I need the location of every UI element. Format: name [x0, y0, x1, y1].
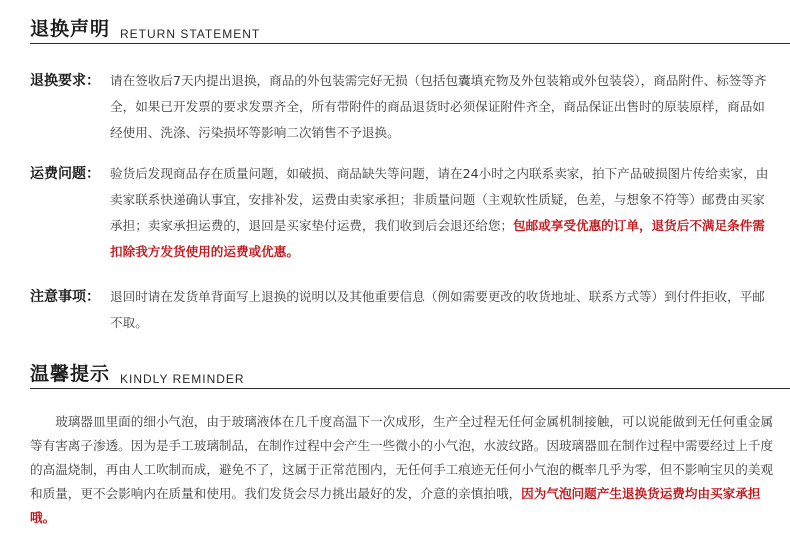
notes-text	[110, 284, 776, 336]
kindly-reminder-paragraph	[30, 410, 776, 530]
kindly-reminder-highlight: 因为气泡问题产生退换货运费均由买家承担哦。	[30, 486, 761, 525]
return-requirements-body: 请在签收后7天内提出退换，商品的外包装需完好无损（包括包囊填充物及外包装箱或外包装袋），商品附件、标签等齐全，如果已开发票的要求发票齐全，所有带附件的商品退货时必须保证附件齐全，商品保证出售时的原装原样，商品如经使用、洗涤、污染损坏等影响二次销售不予退换。	[110, 73, 767, 140]
return-statement-title: 退换声明	[30, 18, 111, 40]
return-statement-subtitle: RETURN STATEMENT	[120, 27, 261, 41]
return-statement-header	[30, 15, 790, 44]
kindly-reminder-body: 玻璃器皿里面的细小气泡，由于玻璃液体在几千度高温下一次成形，生产全过程无任何金属机制接触，可以说能做到无任何重金属等有害离子渗透。因为是手工玻璃制品，在制作过程中会产生一些微小的小气泡，水波纹路。因玻璃器皿在制作过程中需要经过上千度的高温烧制，再由人工吹制而成，避免不了，这属于正常范围内，无任何手工痕迹无任何小气泡的概率几乎为零，但不影响宝贝的美观和质量，更不会影响内在质量和使用。我们发货会尽力挑出最好的发，介意的亲慎拍哦，	[30, 414, 774, 501]
shipping-fee-label: 运费问题：	[30, 166, 100, 182]
return-requirements-label: 退换要求：	[30, 73, 100, 89]
kindly-reminder-subtitle: KINDLY REMINDER	[120, 372, 245, 386]
kindly-reminder-header	[30, 360, 790, 389]
notes-label: 注意事项：	[30, 289, 100, 305]
shipping-fee-issues	[30, 161, 776, 265]
kindly-reminder-title: 温馨提示	[30, 363, 111, 385]
return-requirements-text	[110, 68, 776, 146]
return-requirements	[30, 68, 776, 146]
shipping-fee-text	[110, 161, 776, 265]
shipping-fee-highlight: 包邮或享受优惠的订单，退货后不满足条件需扣除我方发货使用的运费或优惠。	[110, 218, 765, 259]
notes	[30, 284, 776, 336]
notes-body: 退回时请在发货单背面写上退换的说明以及其他重要信息（例如需要更改的收货地址、联系方式等）到付件拒收，平邮不取。	[110, 289, 765, 330]
shipping-fee-body: 验货后发现商品存在质量问题，如破损、商品缺失等问题，请在24小时之内联系卖家，拍下产品破损图片传给卖家，由卖家联系快递确认事宜，安排补发，运费由卖家承担；非质量问题（主观软性质疑，色差，与想象不符等）邮费由买家承担；卖家承担运费的，退回是买家垫付运费，我们收到后会退还给您；	[110, 166, 769, 233]
